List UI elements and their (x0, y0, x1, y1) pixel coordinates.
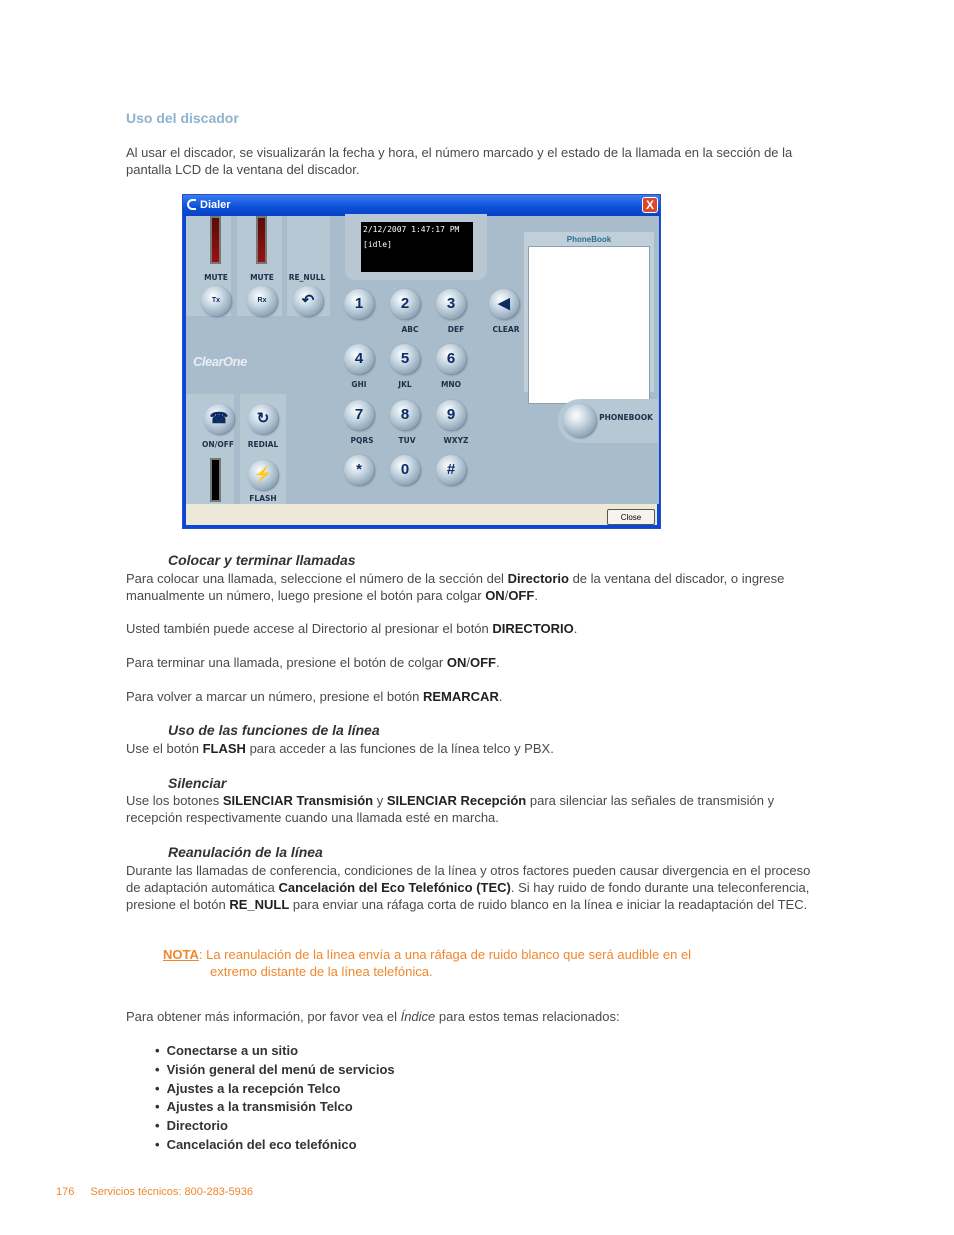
subheading-line-functions: Uso de las funciones de la línea (168, 722, 380, 738)
key-3-button[interactable]: 3 (436, 289, 466, 319)
dialer-window (182, 194, 661, 529)
note-line-2: extremo distante de la línea telefónica. (210, 964, 433, 979)
phonebook-panel (524, 232, 654, 392)
clear-button[interactable] (489, 289, 519, 319)
related-topics-list (155, 1042, 395, 1155)
lcd-display (345, 214, 487, 280)
key-1-button[interactable]: 1 (344, 289, 374, 319)
key-4-button[interactable]: 4 (344, 344, 374, 374)
page-number: 176 (56, 1186, 75, 1198)
renull-button[interactable] (293, 286, 323, 316)
key-0-button[interactable]: 0 (390, 455, 420, 485)
note-tag: NOTA (163, 947, 199, 962)
place-calls-paragraph-1: Para colocar una llamada, seleccione el número de la sección del Directorio de la ventana del discador, o ingrese manualmente un número, luego presione el botón para colgar ON/OFF. (126, 571, 785, 603)
lcd-screen (361, 222, 473, 272)
backspace-icon: ◀ (498, 295, 510, 312)
renull-paragraph: Durante las llamadas de conferencia, condiciones de la línea y otros factores pueden causar divergencia en el proceso de adaptación automática Cancelación del Eco Telefónico (TEC). Si hay ruido de fondo durante una teleconferencia, presione el botón RE_NULL para enviar una ráfaga corta de ruido blanco en la línea e iniciar la readaptación del TEC. (126, 863, 811, 912)
note-line-1: : La reanulación de la línea envía a una ráfaga de ruido blanco que será audible en el (198, 947, 692, 962)
phonebook-button[interactable] (563, 404, 596, 437)
dialer-panel (186, 216, 659, 504)
related-topic[interactable]: • Ajustes a la recepción Telco (155, 1080, 395, 1099)
renull-label: RE_NULL (288, 273, 326, 282)
subheading-mute: Silenciar (168, 775, 227, 791)
key-2-button[interactable]: 2 (390, 289, 420, 319)
key-7-letters: PQRS (350, 436, 374, 445)
phonebook-button-label: PHONEBOOK (599, 413, 653, 422)
on-off-label: ON/OFF (201, 440, 234, 449)
key-5-letters: JKL (398, 380, 412, 389)
key-star-button[interactable]: * (344, 455, 374, 485)
key-6-button[interactable]: 6 (436, 344, 466, 374)
phonebook-title: PhoneBook (566, 235, 612, 244)
key-hash-button[interactable]: # (436, 455, 466, 485)
related-topic[interactable]: • Cancelación del eco telefónico (155, 1136, 395, 1155)
related-topic[interactable]: • Directorio (155, 1117, 395, 1136)
subheading-renull: Reanulación de la línea (168, 844, 323, 860)
more-info-paragraph: Para obtener más información, por favor vea el Índice para estos temas relacionados: (126, 1009, 620, 1024)
note-box (163, 946, 753, 980)
section-heading: Uso del discador (126, 110, 239, 126)
lcd-status: [idle] (363, 240, 392, 249)
flash-label: FLASH (249, 494, 277, 503)
mute-rx-button[interactable]: Rx (247, 286, 277, 316)
mute-rx-label: MUTE (250, 273, 274, 282)
mute-paragraph: Use los botones SILENCIAR Transmisión y SILENCIAR Recepción para silenciar las señales de transmisión y recepción respectivamente cuando una llamada esté en marcha. (126, 793, 775, 825)
dialer-titlebar (183, 195, 660, 216)
related-topic[interactable]: • Visión general del menú de servicios (155, 1061, 395, 1080)
lcd-datetime: 2/12/2007 1:47:17 PM (363, 225, 460, 234)
clear-label: CLEAR (492, 325, 520, 334)
intro-paragraph: Al usar el discador, se visualizarán la fecha y hora, el número marcado y el estado de la llamada en la sección de la pantalla LCD de la ventana del discador. (126, 145, 793, 177)
clearone-app-icon (187, 199, 196, 210)
mute-rx-level-meter (256, 216, 267, 264)
mute-tx-button[interactable]: Tx (201, 286, 231, 316)
key-9-letters: WXYZ (443, 436, 469, 445)
related-topic[interactable]: • Ajustes a la transmisión Telco (155, 1098, 395, 1117)
key-4-letters: GHI (351, 380, 367, 389)
dialer-client-area (186, 216, 657, 525)
related-topic[interactable]: • Conectarse a un sitio (155, 1042, 395, 1061)
redial-icon: ↻ (256, 410, 270, 427)
renull-icon: ↶ (301, 292, 315, 309)
flash-icon: ⚡ (253, 466, 273, 483)
subheading-place-calls: Colocar y terminar llamadas (168, 552, 356, 568)
phonebook-list[interactable] (528, 246, 650, 404)
on-off-button[interactable] (204, 404, 234, 434)
window-close-x-button[interactable]: X (642, 197, 658, 213)
place-calls-paragraph-2: Usted también puede accese al Directorio al presionar el botón DIRECTORIO. (126, 621, 578, 636)
key-6-letters: MNO (440, 380, 462, 389)
key-3-letters: DEF (447, 325, 465, 334)
page-footer (56, 1186, 253, 1198)
key-5-button[interactable]: 5 (390, 344, 420, 374)
key-9-button[interactable]: 9 (436, 400, 466, 430)
key-8-letters: TUV (398, 436, 416, 445)
mute-tx-label: MUTE (204, 273, 228, 282)
line-functions-paragraph: Use el botón FLASH para acceder a las funciones de la línea telco y PBX. (126, 741, 554, 756)
key-8-button[interactable]: 8 (390, 400, 420, 430)
redial-label: REDIAL (247, 440, 279, 449)
phone-handset-icon: ☎ (209, 410, 229, 427)
place-calls-paragraph-4: Para volver a marcar un número, presione el botón REMARCAR. (126, 689, 503, 704)
close-button[interactable]: Close (607, 509, 655, 525)
dialer-title: Dialer (200, 199, 231, 211)
mute-tx-level-meter (210, 216, 221, 264)
place-calls-paragraph-3: Para terminar una llamada, presione el botón de colgar ON/OFF. (126, 655, 500, 670)
clearone-logo: ClearOne (193, 354, 247, 369)
redial-button[interactable] (248, 404, 278, 434)
key-2-letters: ABC (401, 325, 419, 334)
footer-support-text: Servicios técnicos: 800-283-5936 (90, 1186, 254, 1198)
key-7-button[interactable]: 7 (344, 400, 374, 430)
line-level-meter (210, 458, 221, 502)
flash-button[interactable] (248, 460, 278, 490)
